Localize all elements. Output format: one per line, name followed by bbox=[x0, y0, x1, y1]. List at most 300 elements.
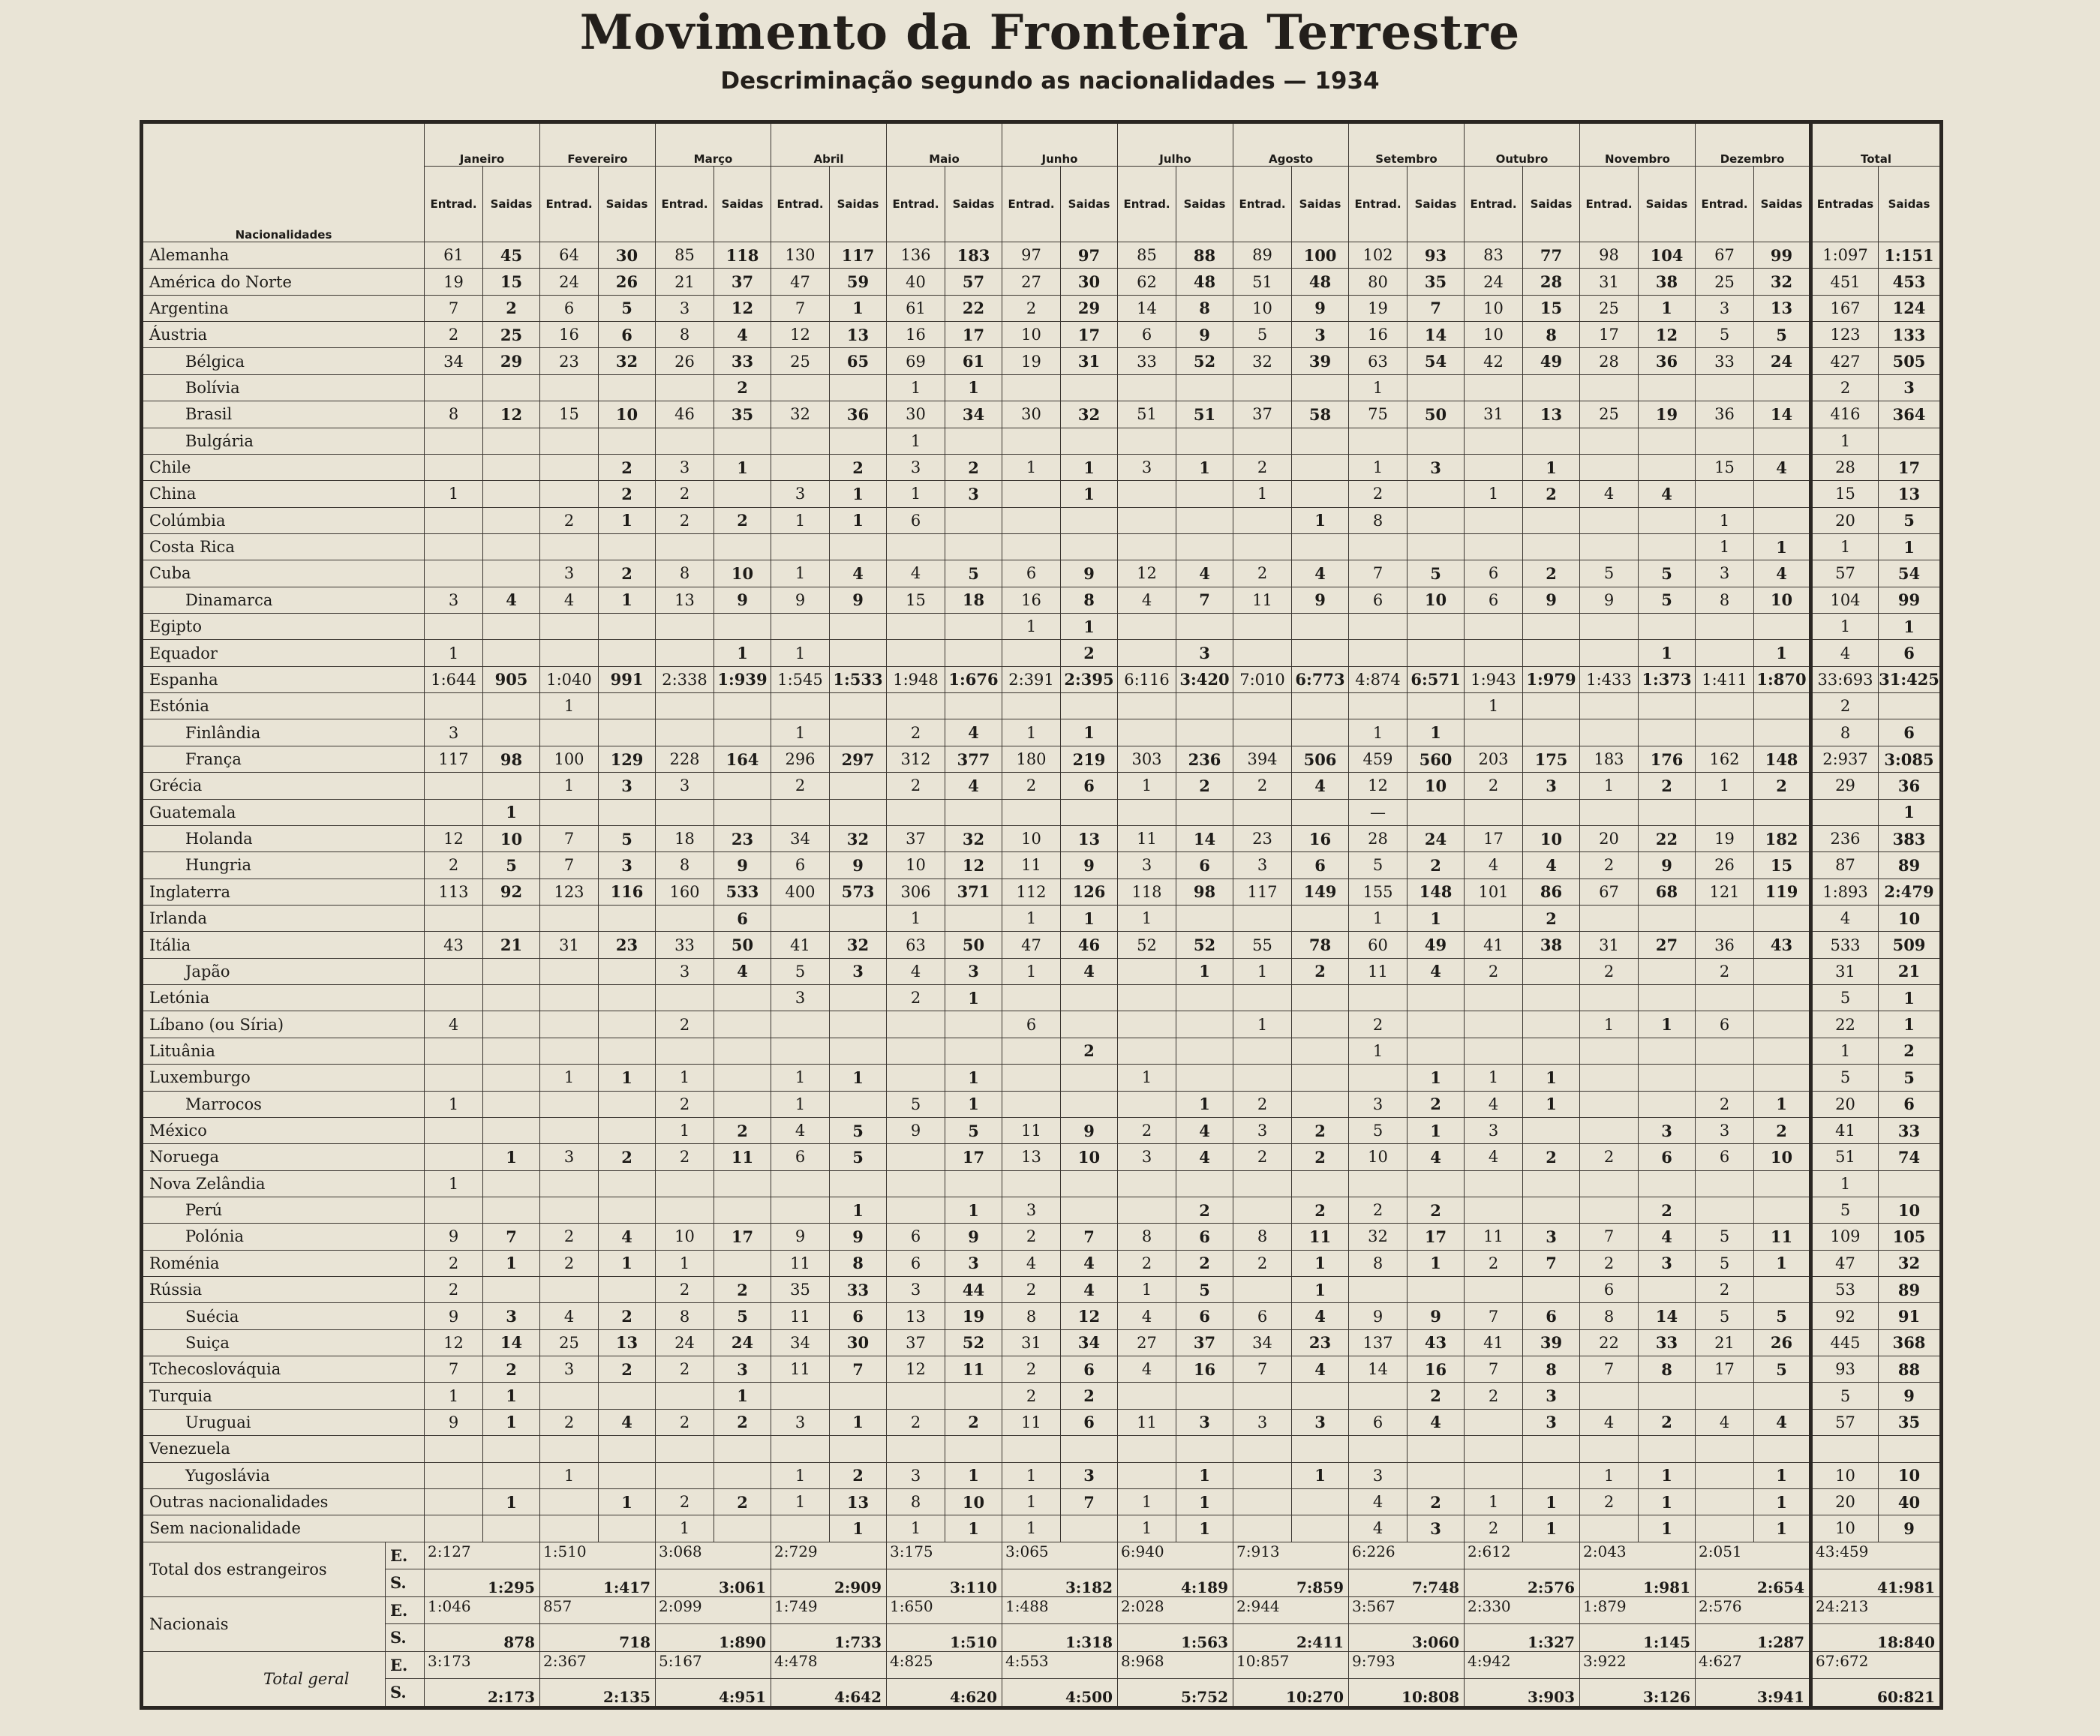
entries-cell bbox=[1580, 1065, 1639, 1091]
exits-cell: 1 bbox=[599, 1250, 656, 1276]
exits-cell: 1 bbox=[1176, 1515, 1233, 1542]
exits-cell bbox=[1408, 1011, 1465, 1038]
entries-cell: 31 bbox=[1465, 401, 1523, 428]
exits-cell bbox=[945, 533, 1002, 560]
exits-cell bbox=[599, 1383, 656, 1409]
total-exits-cell: 2:654 bbox=[1696, 1569, 1811, 1597]
exits-cell: 1 bbox=[1879, 1011, 1942, 1038]
exits-cell bbox=[1176, 1011, 1233, 1038]
total-entries-cell: 6:226 bbox=[1349, 1542, 1465, 1569]
exits-cell bbox=[945, 1436, 1002, 1462]
entries-cell bbox=[1233, 1488, 1292, 1515]
exits-cell: 573 bbox=[830, 879, 887, 905]
entries-cell: 11 bbox=[1002, 1409, 1061, 1435]
exits-cell: 3 bbox=[830, 958, 887, 984]
saidas-header: Saidas bbox=[1639, 167, 1696, 242]
entries-cell: 427 bbox=[1811, 348, 1879, 374]
entries-cell: 1 bbox=[887, 481, 945, 507]
exits-cell: 1 bbox=[830, 1065, 887, 1091]
entries-cell bbox=[540, 614, 599, 640]
entries-cell: 5 bbox=[1811, 1197, 1879, 1223]
entries-cell: 67 bbox=[1696, 242, 1754, 269]
exits-cell: 7 bbox=[1408, 295, 1465, 321]
exits-cell bbox=[1523, 1462, 1580, 1488]
exits-cell bbox=[1523, 614, 1580, 640]
entries-cell bbox=[540, 481, 599, 507]
entries-cell: 10 bbox=[1811, 1462, 1879, 1488]
entries-cell bbox=[1811, 1436, 1879, 1462]
entries-cell: 57 bbox=[1811, 560, 1879, 587]
exits-cell bbox=[599, 1011, 656, 1038]
entries-cell: 7 bbox=[540, 852, 599, 879]
entries-cell bbox=[1465, 428, 1523, 454]
exits-cell bbox=[945, 799, 1002, 825]
entries-cell bbox=[1465, 1436, 1523, 1462]
entries-cell: 15 bbox=[540, 401, 599, 428]
entries-cell bbox=[540, 1091, 599, 1117]
entries-cell: 11 bbox=[1118, 1409, 1176, 1435]
table-row bbox=[142, 1436, 1942, 1462]
table-row bbox=[142, 374, 1942, 401]
exits-cell: 3 bbox=[714, 1356, 771, 1383]
exits-cell: 12 bbox=[1639, 322, 1696, 348]
exits-cell: 99 bbox=[1754, 242, 1811, 269]
entries-cell: 67 bbox=[1580, 879, 1639, 905]
entries-cell bbox=[887, 533, 945, 560]
exits-cell: 17 bbox=[945, 1144, 1002, 1170]
table-row bbox=[142, 1091, 1942, 1117]
exits-cell: 4 bbox=[945, 719, 1002, 746]
entries-cell: 62 bbox=[1118, 269, 1176, 295]
nationality-name: Holanda bbox=[142, 825, 425, 851]
exits-cell: 3 bbox=[599, 773, 656, 799]
entries-cell: 11 bbox=[771, 1356, 830, 1383]
exits-cell: 6 bbox=[1523, 1303, 1580, 1329]
exits-cell: 65 bbox=[830, 348, 887, 374]
exits-cell: 7 bbox=[1061, 1224, 1118, 1250]
exits-cell bbox=[830, 799, 887, 825]
exits-cell bbox=[1754, 1038, 1811, 1064]
exits-cell: 1 bbox=[483, 1383, 540, 1409]
entries-cell bbox=[425, 1462, 483, 1488]
entries-cell: 8 bbox=[1349, 1250, 1408, 1276]
exits-cell bbox=[1061, 1515, 1118, 1542]
exits-cell: 3 bbox=[1292, 1409, 1349, 1435]
nationality-name: Hungria bbox=[142, 852, 425, 879]
entries-cell bbox=[425, 985, 483, 1011]
exits-cell: 2 bbox=[483, 1356, 540, 1383]
entries-cell: 5 bbox=[771, 958, 830, 984]
exits-cell bbox=[1292, 1436, 1349, 1462]
entries-cell bbox=[1696, 719, 1754, 746]
entries-cell: 2 bbox=[1696, 1091, 1754, 1117]
entries-cell: 87 bbox=[1811, 852, 1879, 879]
entries-cell: 2 bbox=[1696, 1277, 1754, 1303]
entries-cell: 10 bbox=[1349, 1144, 1408, 1170]
exits-cell bbox=[1754, 1170, 1811, 1197]
exits-cell: 7 bbox=[483, 1224, 540, 1250]
exits-cell: 148 bbox=[1408, 879, 1465, 905]
exits-cell bbox=[1754, 1065, 1811, 1091]
exits-cell: 49 bbox=[1523, 348, 1580, 374]
exits-cell bbox=[1639, 533, 1696, 560]
entries-cell: 1 bbox=[425, 481, 483, 507]
total-exits-cell: 2:909 bbox=[771, 1569, 887, 1597]
exits-cell: 124 bbox=[1879, 295, 1942, 321]
exits-cell: 1 bbox=[483, 799, 540, 825]
exits-cell: 1 bbox=[1176, 1488, 1233, 1515]
entries-cell: 7 bbox=[540, 825, 599, 851]
entries-cell bbox=[1696, 1065, 1754, 1091]
table-row bbox=[142, 454, 1942, 480]
entries-cell: 2 bbox=[656, 507, 714, 533]
entries-cell bbox=[656, 428, 714, 454]
exits-cell: 1 bbox=[1754, 1250, 1811, 1276]
table-row bbox=[142, 1170, 1942, 1197]
entrad-header: Entrad. bbox=[656, 167, 714, 242]
entries-cell: 451 bbox=[1811, 269, 1879, 295]
exits-cell bbox=[1176, 533, 1233, 560]
entries-cell: 155 bbox=[1349, 879, 1408, 905]
entries-cell bbox=[1118, 799, 1176, 825]
entries-cell: 6 bbox=[887, 1224, 945, 1250]
entries-cell bbox=[1580, 1170, 1639, 1197]
entries-cell: 15 bbox=[1696, 454, 1754, 480]
entries-cell: 13 bbox=[1002, 1144, 1061, 1170]
exits-cell bbox=[945, 640, 1002, 666]
entries-cell: 7 bbox=[1233, 1356, 1292, 1383]
exits-cell: 1 bbox=[1523, 1515, 1580, 1542]
entries-cell: 137 bbox=[1349, 1329, 1408, 1356]
exits-cell: 1 bbox=[1408, 1250, 1465, 1276]
exits-marker: S. bbox=[386, 1624, 425, 1652]
exits-cell: 74 bbox=[1879, 1144, 1942, 1170]
entries-cell bbox=[425, 1197, 483, 1223]
exits-cell bbox=[1408, 640, 1465, 666]
total-entries-cell: 4:553 bbox=[1002, 1651, 1118, 1679]
entrad-header: Entrad. bbox=[1696, 167, 1754, 242]
entries-cell: 93 bbox=[1811, 1356, 1879, 1383]
exits-cell: 29 bbox=[1061, 295, 1118, 321]
entries-cell: 16 bbox=[887, 322, 945, 348]
entries-cell: 7 bbox=[425, 1356, 483, 1383]
exits-cell: 17 bbox=[1061, 322, 1118, 348]
exits-cell bbox=[599, 533, 656, 560]
entries-cell: 28 bbox=[1349, 825, 1408, 851]
entries-cell: 1 bbox=[1811, 533, 1879, 560]
exits-cell bbox=[1292, 1488, 1349, 1515]
table-row bbox=[142, 693, 1942, 719]
exits-cell: 50 bbox=[945, 932, 1002, 958]
exits-cell bbox=[599, 1277, 656, 1303]
entries-cell bbox=[425, 1515, 483, 1542]
entries-cell bbox=[656, 1197, 714, 1223]
nationality-rows bbox=[142, 242, 1942, 1542]
total-exits-cell: 3:060 bbox=[1349, 1624, 1465, 1652]
exits-cell bbox=[1176, 905, 1233, 931]
entries-cell: 306 bbox=[887, 879, 945, 905]
entries-cell: 28 bbox=[1580, 348, 1639, 374]
month-header: Março bbox=[656, 122, 771, 167]
exits-cell bbox=[714, 1011, 771, 1038]
nationality-name: França bbox=[142, 746, 425, 772]
total-entries-cell: 2:043 bbox=[1580, 1542, 1696, 1569]
entries-cell: 85 bbox=[1118, 242, 1176, 269]
entries-cell: 2 bbox=[1233, 1144, 1292, 1170]
month-header: Outubro bbox=[1465, 122, 1580, 167]
entries-cell bbox=[1349, 614, 1408, 640]
nationality-name: Colúmbia bbox=[142, 507, 425, 533]
entries-cell: 8 bbox=[656, 852, 714, 879]
exits-cell: 34 bbox=[945, 401, 1002, 428]
exits-cell: 1 bbox=[830, 295, 887, 321]
nationality-name: Bolívia bbox=[142, 374, 425, 401]
entries-cell bbox=[1465, 719, 1523, 746]
total-exits-cell: 1:318 bbox=[1002, 1624, 1118, 1652]
entries-cell bbox=[1118, 1462, 1176, 1488]
month-header: Novembro bbox=[1580, 122, 1696, 167]
exits-cell: 45 bbox=[483, 242, 540, 269]
entries-cell bbox=[1118, 1091, 1176, 1117]
entries-cell: 52 bbox=[1118, 932, 1176, 958]
exits-cell: 3 bbox=[1408, 1515, 1465, 1542]
entries-cell: 4 bbox=[1118, 1303, 1176, 1329]
entries-cell: 2 bbox=[1002, 1277, 1061, 1303]
exits-cell: 3 bbox=[483, 1303, 540, 1329]
exits-cell: 5 bbox=[599, 825, 656, 851]
entries-cell: 162 bbox=[1696, 746, 1754, 772]
exits-cell: 6 bbox=[1879, 1091, 1942, 1117]
exits-cell: 9 bbox=[1061, 852, 1118, 879]
exits-cell: 32 bbox=[830, 825, 887, 851]
exits-cell bbox=[830, 640, 887, 666]
exits-cell: 10 bbox=[1754, 1144, 1811, 1170]
exits-cell: 1 bbox=[1292, 1277, 1349, 1303]
exits-cell: 118 bbox=[714, 242, 771, 269]
entries-cell: 10 bbox=[1233, 295, 1292, 321]
exits-cell bbox=[1754, 1197, 1811, 1223]
entries-cell: 11 bbox=[1002, 852, 1061, 879]
entries-cell bbox=[887, 1011, 945, 1038]
entries-cell: 5 bbox=[1696, 1303, 1754, 1329]
exits-cell: 9 bbox=[1879, 1515, 1942, 1542]
entrad-header: Entrad. bbox=[1118, 167, 1176, 242]
entries-cell bbox=[1580, 507, 1639, 533]
exits-cell: 97 bbox=[1061, 242, 1118, 269]
entries-cell: 1 bbox=[1696, 533, 1754, 560]
entries-cell bbox=[425, 374, 483, 401]
entries-cell: 14 bbox=[1349, 1356, 1408, 1383]
entries-cell: 2 bbox=[1118, 1117, 1176, 1143]
exits-cell: 2 bbox=[1176, 1197, 1233, 1223]
exits-cell: 1 bbox=[599, 1488, 656, 1515]
exits-cell: 2 bbox=[1523, 905, 1580, 931]
entries-cell: 6 bbox=[771, 852, 830, 879]
entries-cell: 21 bbox=[1696, 1329, 1754, 1356]
exits-cell bbox=[830, 374, 887, 401]
entries-cell bbox=[771, 1515, 830, 1542]
entries-cell bbox=[540, 1436, 599, 1462]
exits-cell: 9 bbox=[1523, 587, 1580, 613]
exits-cell bbox=[1639, 958, 1696, 984]
total-exits-cell: 1:287 bbox=[1696, 1624, 1811, 1652]
table-row bbox=[142, 719, 1942, 746]
exits-cell bbox=[1061, 374, 1118, 401]
exits-cell: 1 bbox=[830, 1515, 887, 1542]
entries-cell: 3 bbox=[1696, 560, 1754, 587]
table-row bbox=[142, 1224, 1942, 1250]
exits-cell: 9 bbox=[1292, 295, 1349, 321]
entries-cell: 4 bbox=[1002, 1250, 1061, 1276]
exits-cell: 22 bbox=[1639, 825, 1696, 851]
exits-cell: 13 bbox=[830, 322, 887, 348]
entries-cell bbox=[540, 640, 599, 666]
exits-cell bbox=[1754, 428, 1811, 454]
entries-cell: 2 bbox=[1233, 773, 1292, 799]
exits-cell bbox=[1292, 1383, 1349, 1409]
entries-cell bbox=[887, 640, 945, 666]
entries-cell: 11 bbox=[1002, 1117, 1061, 1143]
total-entries-cell: 1:749 bbox=[771, 1596, 887, 1624]
entries-cell: 1 bbox=[1811, 428, 1879, 454]
table-row bbox=[142, 773, 1942, 799]
exits-cell bbox=[599, 1462, 656, 1488]
exits-cell: 1 bbox=[1292, 1250, 1349, 1276]
exits-cell: 1 bbox=[945, 1065, 1002, 1091]
exits-cell bbox=[1176, 614, 1233, 640]
exits-cell: 3 bbox=[1523, 1409, 1580, 1435]
exits-cell: 11 bbox=[945, 1356, 1002, 1383]
entries-cell: 1 bbox=[887, 905, 945, 931]
exits-cell: 2 bbox=[1523, 481, 1580, 507]
entries-cell bbox=[1233, 374, 1292, 401]
exits-cell: 59 bbox=[830, 269, 887, 295]
entries-cell: 102 bbox=[1349, 242, 1408, 269]
exits-cell: 35 bbox=[1879, 1409, 1942, 1435]
exits-cell bbox=[1061, 693, 1118, 719]
entries-cell: 20 bbox=[1811, 507, 1879, 533]
entries-cell bbox=[887, 614, 945, 640]
entries-cell bbox=[887, 1144, 945, 1170]
entries-cell: 5 bbox=[1349, 1117, 1408, 1143]
exits-cell: 3 bbox=[1061, 1462, 1118, 1488]
entries-cell: 1 bbox=[1465, 481, 1523, 507]
entries-cell: 1 bbox=[887, 374, 945, 401]
nationality-name: Japão bbox=[142, 958, 425, 984]
exits-cell: 36 bbox=[830, 401, 887, 428]
entries-cell: 10 bbox=[656, 1224, 714, 1250]
exits-cell bbox=[1292, 1170, 1349, 1197]
entries-cell: 41 bbox=[1811, 1117, 1879, 1143]
entries-cell: 4 bbox=[887, 958, 945, 984]
nationality-name: Polónia bbox=[142, 1224, 425, 1250]
exits-cell: 68 bbox=[1639, 879, 1696, 905]
table-row bbox=[142, 958, 1942, 984]
exits-cell: 99 bbox=[1879, 587, 1942, 613]
exits-cell bbox=[1292, 1091, 1349, 1117]
exits-cell bbox=[1754, 1277, 1811, 1303]
entries-cell: 4 bbox=[1349, 1515, 1408, 1542]
entries-cell: 4 bbox=[1465, 1091, 1523, 1117]
exits-cell: 33 bbox=[1879, 1117, 1942, 1143]
entries-cell: 4 bbox=[540, 587, 599, 613]
entries-cell bbox=[887, 1436, 945, 1462]
exits-cell: 26 bbox=[1754, 1329, 1811, 1356]
exits-cell bbox=[830, 1011, 887, 1038]
exits-cell: 58 bbox=[1292, 401, 1349, 428]
entries-cell: 1 bbox=[1233, 958, 1292, 984]
totals-rows bbox=[142, 1542, 1942, 1707]
entries-cell bbox=[1233, 1515, 1292, 1542]
entries-cell bbox=[771, 614, 830, 640]
exits-cell: 1 bbox=[1639, 1011, 1696, 1038]
entries-cell bbox=[1002, 1038, 1061, 1064]
entries-cell bbox=[1465, 640, 1523, 666]
entries-cell: 25 bbox=[1580, 295, 1639, 321]
entrad-header: Entrad. bbox=[771, 167, 830, 242]
entries-cell bbox=[1696, 640, 1754, 666]
entries-cell: 2:391 bbox=[1002, 666, 1061, 692]
totals-row bbox=[142, 1542, 1942, 1569]
exits-cell: 12 bbox=[714, 295, 771, 321]
total-exits-cell: 7:748 bbox=[1349, 1569, 1465, 1597]
entries-cell: 7 bbox=[1465, 1303, 1523, 1329]
entries-cell: 11 bbox=[1465, 1224, 1523, 1250]
total-entries-cell: 2:099 bbox=[656, 1596, 771, 1624]
exits-cell: 6 bbox=[1061, 1356, 1118, 1383]
entries-cell: 8 bbox=[1349, 507, 1408, 533]
exits-cell bbox=[714, 1091, 771, 1117]
entries-cell: 61 bbox=[887, 295, 945, 321]
exits-cell: 117 bbox=[830, 242, 887, 269]
total-exits-cell: 878 bbox=[425, 1624, 540, 1652]
exits-cell bbox=[1176, 1065, 1233, 1091]
entries-cell: 8 bbox=[656, 560, 714, 587]
entries-cell: 1 bbox=[1002, 719, 1061, 746]
saidas-header: Saidas bbox=[1176, 167, 1233, 242]
exits-cell: 4 bbox=[1292, 1303, 1349, 1329]
exits-cell: 3 bbox=[1639, 1250, 1696, 1276]
total-exits-cell: 10:808 bbox=[1349, 1679, 1465, 1708]
exits-cell bbox=[1523, 799, 1580, 825]
exits-cell bbox=[1523, 1117, 1580, 1143]
entries-cell bbox=[425, 1436, 483, 1462]
exits-cell: 48 bbox=[1292, 269, 1349, 295]
entries-cell bbox=[425, 614, 483, 640]
exits-cell bbox=[483, 481, 540, 507]
entries-cell: 1 bbox=[1811, 1038, 1879, 1064]
table-row bbox=[142, 1117, 1942, 1143]
total-entries-cell: 3:175 bbox=[887, 1542, 1002, 1569]
table-row bbox=[142, 1383, 1942, 1409]
exits-cell: 9 bbox=[1061, 560, 1118, 587]
entries-cell: 312 bbox=[887, 746, 945, 772]
entries-cell: 4 bbox=[1580, 1409, 1639, 1435]
entries-cell: 27 bbox=[1118, 1329, 1176, 1356]
entries-cell bbox=[540, 1170, 599, 1197]
entries-marker: E. bbox=[386, 1596, 425, 1624]
month-header: Maio bbox=[887, 122, 1002, 167]
entries-cell: 89 bbox=[1233, 242, 1292, 269]
exits-cell: 2 bbox=[1292, 958, 1349, 984]
total-exits-cell: 1:733 bbox=[771, 1624, 887, 1652]
exits-cell bbox=[945, 614, 1002, 640]
saidas-header: Saidas bbox=[1523, 167, 1580, 242]
entries-cell: 12 bbox=[771, 322, 830, 348]
exits-cell bbox=[483, 1091, 540, 1117]
nationality-name: Nova Zelândia bbox=[142, 1170, 425, 1197]
exits-cell: 43 bbox=[1754, 932, 1811, 958]
